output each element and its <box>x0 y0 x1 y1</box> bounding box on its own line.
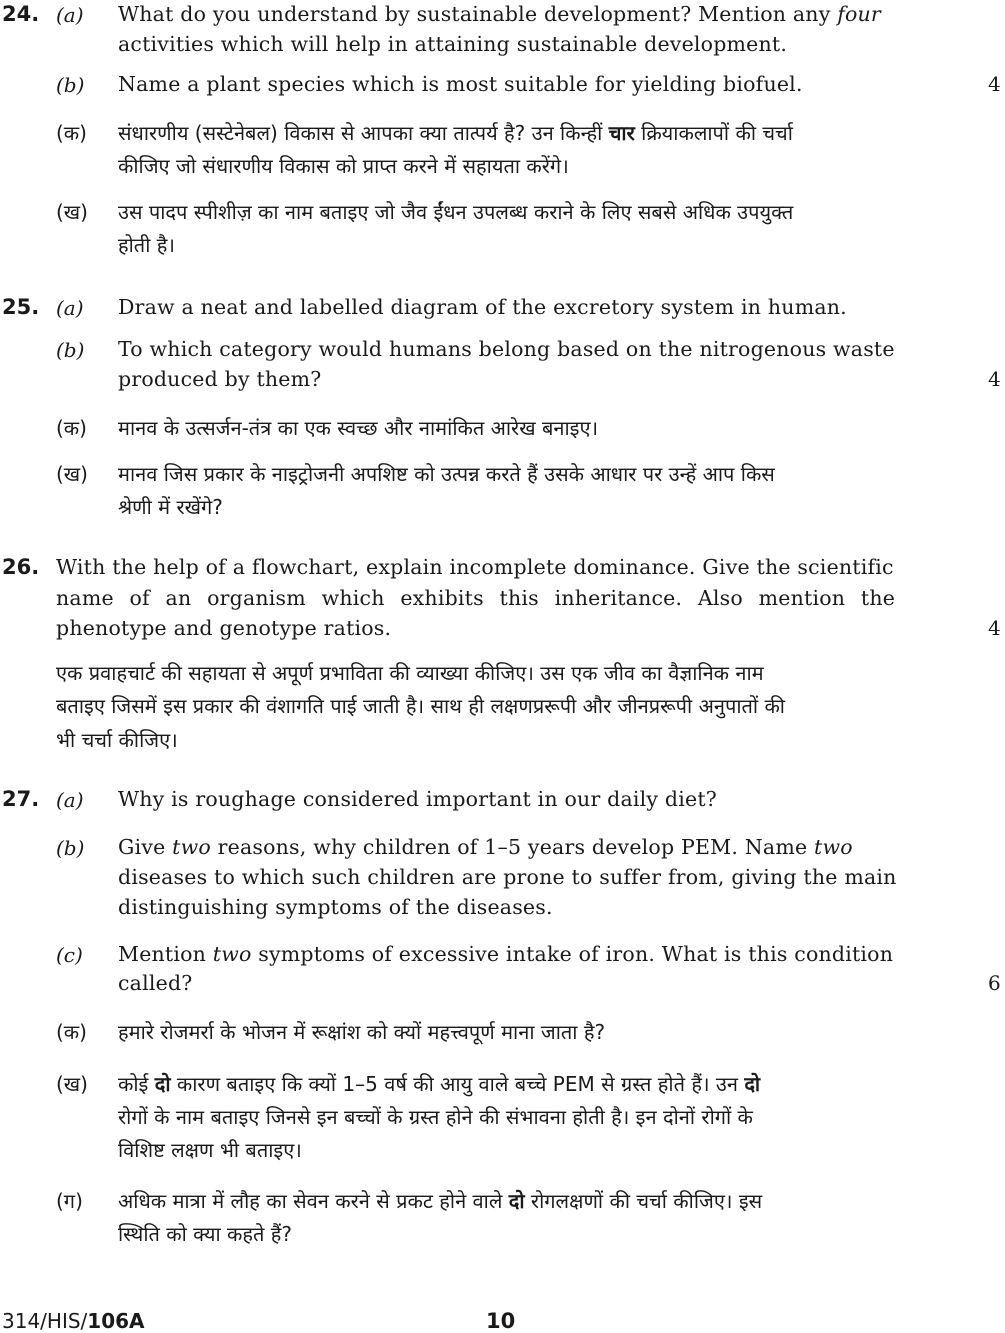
question-text-hindi: स्थिति को क्या कहते हैं? <box>118 1222 292 1246</box>
marks: 6 <box>988 971 1001 995</box>
sub-label: (a) <box>56 296 84 320</box>
question-text: To which category would humans belong based on the nitrogenous waste <box>118 337 895 361</box>
question-text-hindi: कीजिए जो संधारणीय विकास को प्राप्त करने में सहायता करेंगे। <box>118 154 569 178</box>
question-text: Name a plant species which is most suitable for yielding biofuel. <box>118 72 803 96</box>
question-text: distinguishing symptoms of the diseases. <box>118 895 553 919</box>
sub-label-hindi: (ख) <box>56 462 88 486</box>
question-text-hindi: कोई दो कारण बताइए कि क्यों 1–5 वर्ष की आयु वाले बच्चे PEM से ग्रस्त होते हैं। उन दो <box>118 1072 761 1096</box>
question-text: called? <box>118 971 193 995</box>
sub-label-hindi: (क) <box>56 416 87 440</box>
question-text: Draw a neat and labelled diagram of the excretory system in human. <box>118 295 847 319</box>
page-number: 10 <box>486 1309 516 1333</box>
question-number: 26. <box>2 555 40 579</box>
question-text-hindi: रोगों के नाम बताइए जिनसे इन बच्चों के ग्रस्त होने की संभावना होती है। इन दोनों रोगों के <box>118 1105 753 1129</box>
question-text-hindi: उस पादप स्पीशीज़ का नाम बताइए जो जैव ईंधन उपलब्ध कराने के लिए सबसे अधिक उपयुक्त <box>118 200 794 224</box>
sub-label: (a) <box>56 3 84 27</box>
marks: 4 <box>988 72 1001 96</box>
sub-label-hindi: (क) <box>56 1020 87 1044</box>
question-text: diseases to which such children are prone to suffer from, giving the main <box>118 865 897 889</box>
sub-label: (a) <box>56 788 84 812</box>
question-text-hindi: अधिक मात्रा में लौह का सेवन करने से प्रकट होने वाले दो रोगलक्षणों की चर्चा कीजिए। इस <box>118 1189 763 1213</box>
sub-label-hindi: (क) <box>56 121 87 145</box>
question-text: phenotype and genotype ratios. <box>56 616 392 640</box>
question-text-hindi: संधारणीय (सस्टेनेबल) विकास से आपका क्या तात्पर्य है? उन किन्हीं चार क्रियाकलापों की चर्चा <box>118 121 793 145</box>
marks: 4 <box>988 616 1001 640</box>
question-number: 25. <box>2 295 40 319</box>
sub-label: (c) <box>56 943 83 967</box>
sub-label-hindi: (ग) <box>56 1189 83 1213</box>
question-text: Why is roughage considered important in our daily diet? <box>118 787 717 811</box>
paper-code: 314/HIS/106A <box>2 1309 145 1333</box>
question-text: Give two reasons, why children of 1–5 years develop PEM. Name two <box>118 835 853 859</box>
question-number: 24. <box>2 2 40 26</box>
question-text: With the help of a flowchart, explain incomplete dominance. Give the scientific <box>56 555 894 579</box>
question-text-hindi: भी चर्चा कीजिए। <box>56 728 178 752</box>
question-text-hindi: श्रेणी में रखेंगे? <box>118 495 223 519</box>
question-text-hindi: एक प्रवाहचार्ट की सहायता से अपूर्ण प्रभाविता की व्याख्या कीजिए। उस एक जीव का वैज्ञानिक नाम <box>56 661 764 685</box>
question-text-hindi: मानव जिस प्रकार के नाइट्रोजनी अपशिष्ट को उत्पन्न करते हैं उसके आधार पर उन्हें आप किस <box>118 462 775 486</box>
question-number: 27. <box>2 787 40 811</box>
question-text: Mention two symptoms of excessive intake of iron. What is this condition <box>118 942 894 966</box>
sub-label: (b) <box>56 338 85 362</box>
sub-label-hindi: (ख) <box>56 200 88 224</box>
marks: 4 <box>988 367 1001 391</box>
question-text-hindi: विशिष्ट लक्षण भी बताइए। <box>118 1138 302 1162</box>
sub-label: (b) <box>56 836 85 860</box>
question-text: What do you understand by sustainable development? Mention any four <box>118 2 881 26</box>
question-text: name of an organism which exhibits this inheritance. Also mention the <box>56 586 896 610</box>
question-text: activities which will help in attaining sustainable development. <box>118 32 788 56</box>
question-text-hindi: हमारे रोजमर्रा के भोजन में रूक्षांश को क्यों महत्त्वपूर्ण माना जाता है? <box>118 1020 606 1044</box>
sub-label-hindi: (ख) <box>56 1072 88 1096</box>
question-text-hindi: बताइए जिसमें इस प्रकार की वंशागति पाई जाती है। साथ ही लक्षणप्ररूपी और जीनप्ररूपी अनुपातों की <box>56 694 785 718</box>
question-text-hindi: होती है। <box>118 233 175 257</box>
question-text: produced by them? <box>118 367 322 391</box>
sub-label: (b) <box>56 73 85 97</box>
question-text-hindi: मानव के उत्सर्जन-तंत्र का एक स्वच्छ और नामांकित आरेख बनाइए। <box>118 416 599 440</box>
